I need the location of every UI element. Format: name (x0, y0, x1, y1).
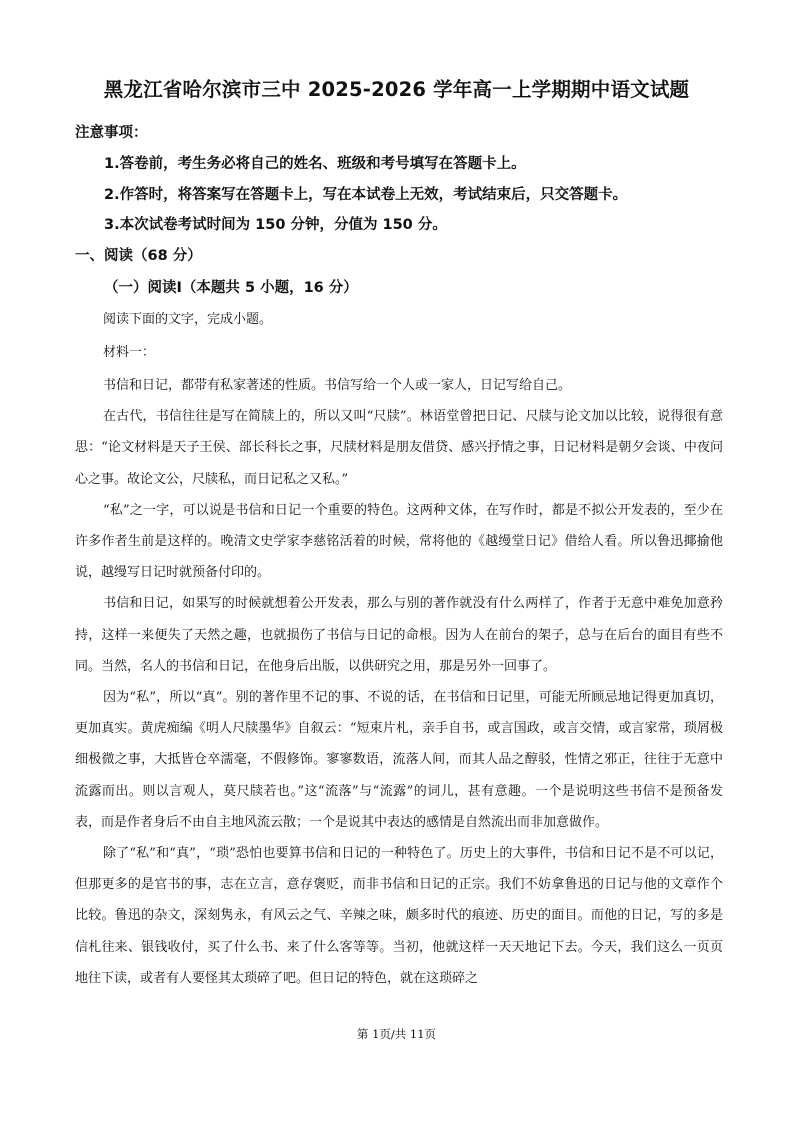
material-label: 材料一： (103, 345, 156, 360)
note-item: 2.作答时，将答案写在答题卡上，写在本试卷上无效，考试结束后，只交答题卡。 (104, 187, 628, 203)
note-item: 1.答卷前，考生务必将自己的姓名、班级和考号填写在答题卡上。 (104, 156, 526, 172)
instruction-text: 阅读下面的文字，完成小题。 (103, 312, 273, 327)
passage-paragraph: 书信和日记，都带有私家著述的性质。书信写给一个人或一家人，日记写给自己。 (103, 378, 572, 393)
subsection-heading: （一）阅读Ⅰ（本题共 5 小题，16 分） (104, 280, 358, 296)
passage-paragraph: 因为“私”，所以“真”。别的著作里不记的事、不说的话，在书信和日记里，可能无所顾忌地记得更加真切，更加真实。黄虎痴编《明人尺牍墨华》自叙云：“短束片札，亲手自书，或言国政，或言交情，或言家常，琐屑极细极微之事，大抵皆仓卒濡毫，不假修饰。寥寥数语，流落人间，而其人品之醇驳，性情之邪正，往往于无意中流露而出。则以言观人，莫尺牍若也。”这“流落”与“流露”的词儿，甚有意趣。一个是说明这些书信不是预备发表，而是作者身后不由自主地风流云散；一个是说其中表达的感情是自然流出而非加意做作。 (75, 690, 723, 830)
passage-body (75, 370, 723, 994)
passage-paragraph: 书信和日记，如果写的时候就想着公开发表，那么与别的著作就没有什么两样了，作者于无意中难免加意矜持，这样一来便失了天然之趣，也就损伤了书信与日记的命根。因为人在前台的架子，总与在后台的面目有些不同。当然，名人的书信和日记，在他身后出版，以供研究之用，那是另外一回事了。 (75, 596, 723, 674)
passage-paragraph: 在古代，书信往往是写在简牍上的，所以又叫“尺牍”。林语堂曾把日记、尺牍与论文加以比较，说得很有意思：“论文材料是天子王侯、部长科长之事，尺牍材料是朋友借贷、感兴抒情之事，日记材料是朝夕会谈、中夜问心之事。故论文公，尺牍私，而日记私之又私。” (75, 409, 723, 487)
passage-paragraph: “私”之一字，可以说是书信和日记一个重要的特色。这两种文体，在写作时，都是不拟公开发表的，至少在许多作者生前是这样的。晚清文史学家李慈铭活着的时候，常将他的《越缦堂日记》借给人看。所以鲁迅揶揄他说，越缦写日记时就预备付印的。 (75, 502, 723, 581)
passage-paragraph: 除了“私”和“真”，“琐”恐怕也要算书信和日记的一种特色了。历史上的大事件，书信和日记不是不可以记，但那更多的是官书的事，志在立言，意存褒贬，而非书信和日记的正宗。我们不妨拿鲁迅的日记与他的文章作个比较。鲁迅的杂文，深刻隽永，有风云之气、辛辣之味，颇多时代的痕迹、历史的面目。而他的日记，写的多是信札往来、银钱收付，买了什么书、来了什么客等等。当初，他就这样一天天地记下去。今天，我们这么一页页地往下读，或者有人要怪其太琐碎了吧。但日记的特色，就在这琐碎之 (75, 846, 723, 986)
notes-heading: 注意事项： (75, 125, 148, 141)
note-item: 3.本次试卷考试时间为 150 分钟，分值为 150 分。 (104, 217, 447, 233)
page-footer: 第 1页/共 11页 (356, 1027, 437, 1041)
page-title: 黑龙江省哈尔滨市三中 2025-2026 学年高一上学期期中语文试题 (103, 78, 690, 101)
section-heading: 一、阅读（68 分） (75, 248, 202, 264)
